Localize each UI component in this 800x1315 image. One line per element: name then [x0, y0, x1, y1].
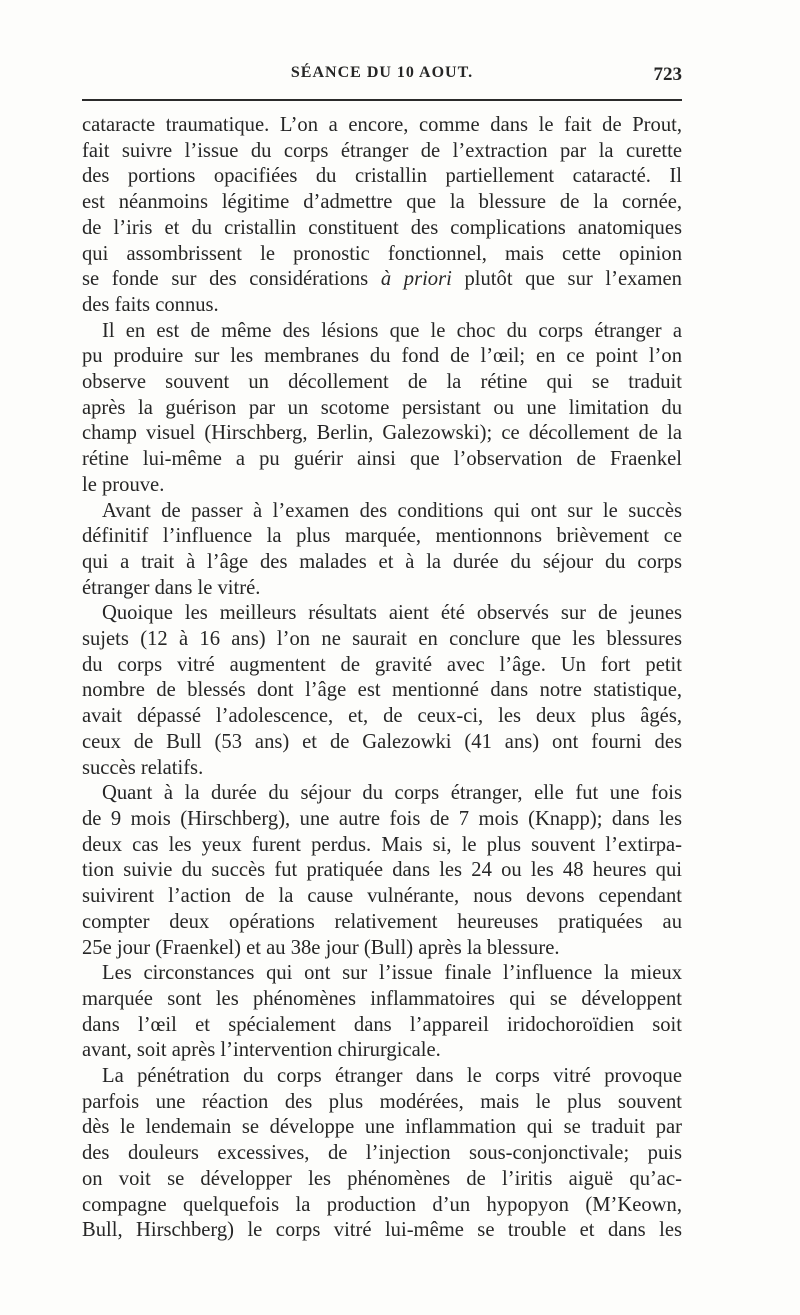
text-line: de l’iris et du cristallin constituent des complications anatomiques [82, 216, 682, 239]
running-title: SÉANCE DU 10 AOUT. [290, 64, 474, 81]
text-line: succès relatifs. [82, 756, 204, 779]
text-line: est néanmoins légitime d’admettre que la blessure de la cornée, [82, 191, 682, 214]
text-segment: plutôt que sur l’examen [464, 268, 682, 291]
text-line: dès le lendemain se développe une inflammation qui se traduit par [82, 1116, 682, 1139]
text-line: parfois une réaction des plus modérées, mais le plus souvent [82, 1090, 682, 1113]
text-line: dans l’œil et spécialement dans l’appareil iridochoroïdien soit [82, 1013, 682, 1036]
text-line: marquée sont les phénomènes inflammatoires qui se développent [82, 987, 682, 1010]
header-rule [82, 99, 682, 101]
text-line: fait suivre l’issue du corps étranger de l’extraction par la curette [82, 139, 682, 162]
text-line: observe souvent un décollement de la rétine qui se traduit [82, 371, 682, 394]
text-line: Quoique les meilleurs résultats aient été observés sur de jeunes [102, 602, 682, 625]
text-line: 25e jour (Fraenkel) et au 38e jour (Bull) après la blessure. [82, 936, 560, 959]
text-line: nombre de blessés dont l’âge est mentionné dans notre statistique, [82, 679, 682, 702]
text-line: La pénétration du corps étranger dans le corps vitré provoque [102, 1065, 682, 1088]
text-line: avait dépassé l’adolescence, et, de ceux-ci, les deux plus âgés, [82, 705, 682, 728]
text-line: étranger dans le vitré. [82, 576, 261, 599]
text-line: compter deux opérations relativement heureuses pratiquées au [82, 910, 682, 933]
text-line: Avant de passer à l’examen des conditions qui ont sur le succès [102, 499, 682, 522]
text-line: qui a trait à l’âge des malades et à la durée du séjour du corps [82, 550, 682, 573]
text-line: suivirent l’action de la cause vulnérante, nous devons cependant [82, 885, 682, 908]
text-line [82, 267, 682, 293]
text-segment: se fonde sur des considérations [82, 268, 369, 291]
text-line: deux cas les yeux furent perdus. Mais si, le plus souvent l’extirpa- [82, 833, 682, 856]
text-line: du corps vitré augmentent de gravité avec l’âge. Un fort petit [82, 653, 682, 676]
text-line: ceux de Bull (53 ans) et de Galezowki (41 ans) ont fourni des [82, 730, 682, 753]
text-line: des faits connus. [82, 293, 219, 316]
text-line: Il en est de même des lésions que le choc du corps étranger a [102, 319, 682, 342]
text-line: des portions opacifiées du cristallin partiellement cataracté. Il [82, 165, 682, 188]
text-line: le prouve. [82, 473, 165, 496]
page-number: 723 [653, 64, 682, 85]
text-line: champ visuel (Hirschberg, Berlin, Galezowski); ce décollement de la [82, 422, 682, 445]
text-line: sujets (12 à 16 ans) l’on ne saurait en conclure que les blessures [82, 628, 682, 651]
running-head [82, 64, 682, 90]
text-line: pu produire sur les membranes du fond de l’œil; en ce point l’on [82, 345, 682, 368]
text-line: Bull, Hirschberg) le corps vitré lui-même se trouble et dans les [82, 1219, 682, 1242]
text-line: rétine lui-même a pu guérir ainsi que l’observation de Fraenkel [82, 448, 682, 471]
text-line: des douleurs excessives, de l’injection sous-conjonctivale; puis [82, 1142, 682, 1165]
text-line: Les circonstances qui ont sur l’issue finale l’influence la mieux [102, 962, 682, 985]
text-line: après la guérison par un scotome persistant ou une limitation du [82, 396, 682, 419]
text-line: tion suivie du succès fut pratiquée dans les 24 ou les 48 heures qui [82, 859, 682, 882]
italic-phrase: à priori [380, 268, 452, 291]
text-line: Quant à la durée du séjour du corps étranger, elle fut une fois [102, 782, 682, 805]
text-line: qui assombrissent le pronostic fonctionnel, mais cette opinion [82, 242, 682, 265]
text-line: on voit se développer les phénomènes de l’iritis aiguë qu’ac- [82, 1167, 682, 1190]
text-line: de 9 mois (Hirschberg), une autre fois de 7 mois (Knapp); dans les [82, 807, 682, 830]
text-line: définitif l’influence la plus marquée, mentionnons brièvement ce [82, 525, 682, 548]
text-line: cataracte traumatique. L’on a encore, comme dans le fait de Prout, [82, 114, 682, 136]
body-text [82, 113, 682, 1244]
text-line: compagne quelquefois la production d’un hypopyon (M’Keown, [82, 1193, 682, 1216]
text-line: avant, soit après l’intervention chirurgicale. [82, 1039, 441, 1062]
